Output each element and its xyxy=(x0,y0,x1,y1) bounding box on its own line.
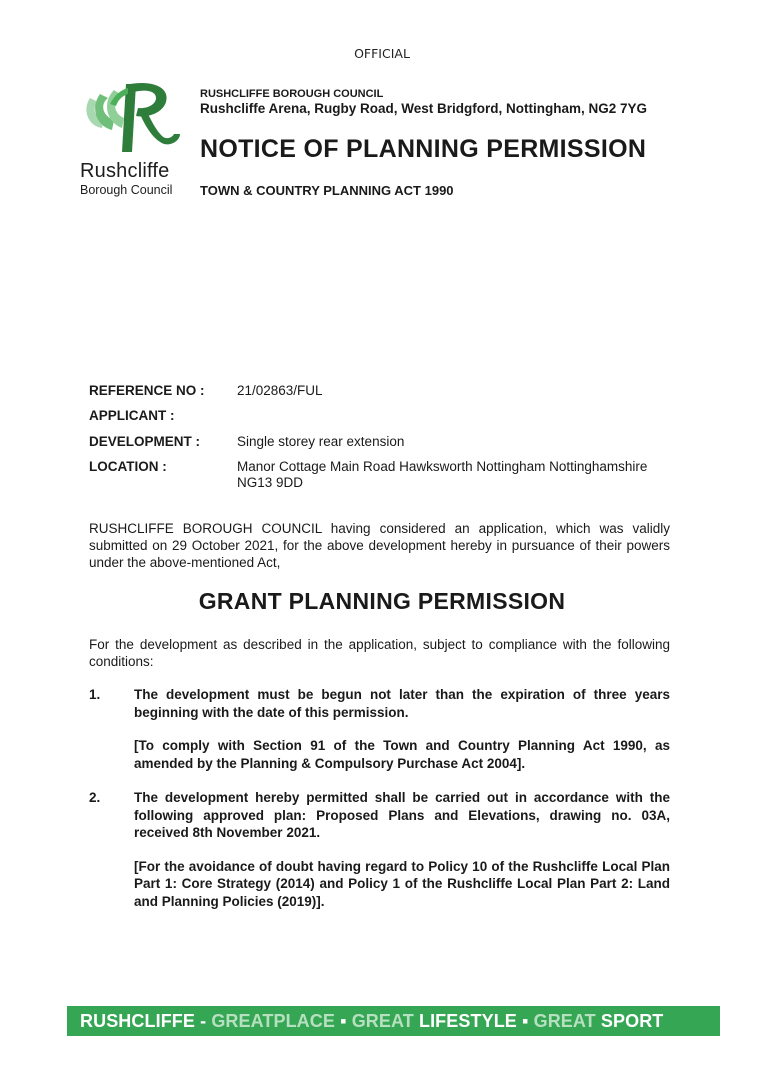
classification-label: OFFICIAL xyxy=(354,46,410,61)
footer-sport: SPORT xyxy=(600,1010,664,1031)
condition-number: 2. xyxy=(89,790,101,805)
condition-text: The development hereby permitted shall be carried out in accordance with the following approved plan: Proposed Plans and Elevations, drawing no. 03A, received 8th November 2021. xyxy=(134,790,670,840)
application-details xyxy=(89,383,699,491)
location-label: LOCATION : xyxy=(89,459,167,474)
condition-text: The development must be begun not later than the expiration of three years beginning with the date of this permission. xyxy=(134,687,670,720)
reference-value: 21/02863/FUL xyxy=(237,383,323,398)
location-row xyxy=(89,459,699,491)
notice-title: NOTICE OF PLANNING PERMISSION xyxy=(200,135,647,163)
condition-1 xyxy=(89,686,670,772)
location-value xyxy=(237,459,699,491)
applicant-row xyxy=(89,408,699,434)
decision-heading: GRANT PLANNING PERMISSION xyxy=(198,588,566,614)
logo-wordmark: Rushcliffe xyxy=(80,160,170,182)
rushcliffe-logo-icon xyxy=(80,78,184,160)
condition-2 xyxy=(89,789,670,910)
planning-act: TOWN & COUNTRY PLANNING ACT 1990 xyxy=(200,183,454,198)
development-label: DEVELOPMENT : xyxy=(89,434,201,449)
council-logo xyxy=(78,78,186,202)
footer-slogan xyxy=(67,1011,663,1032)
council-address: Rushcliffe Arena, Rugby Road, West Bridgford, Nottingham, NG2 7YG xyxy=(200,101,648,116)
condition-body xyxy=(134,789,670,910)
condition-reason: [To comply with Section 91 of the Town and Country Planning Act 1990, as amended by the Planning & Compulsory Purchase Act 2004]. xyxy=(134,738,670,771)
applicant-label: APPLICANT : xyxy=(89,408,175,423)
council-name: RUSHCLIFFE BOROUGH COUNCIL xyxy=(200,88,384,100)
footer-lifestyle: LIFESTYLE xyxy=(418,1010,517,1031)
conditions-intro: For the development as described in the application, subject to compliance with the following conditions: xyxy=(89,637,670,669)
footer-place: PLACE xyxy=(273,1010,335,1031)
footer-great: GREAT xyxy=(351,1010,414,1031)
logo-subtitle: Borough Council xyxy=(80,183,173,197)
location-line-2: NG13 9DD xyxy=(237,475,304,490)
intro-paragraph: RUSHCLIFFE BOROUGH COUNCIL having considered an application, which was validly submitted on 29 October 2021, for the above development hereby in pursuance of their powers under the above-mentioned Act, xyxy=(89,521,670,570)
footer-banner xyxy=(67,1006,720,1036)
reference-row xyxy=(89,383,699,408)
condition-number: 1. xyxy=(89,687,101,702)
footer-great: GREAT xyxy=(533,1010,596,1031)
condition-body xyxy=(134,686,670,772)
development-row xyxy=(89,434,699,459)
footer-separator: ▪ xyxy=(522,1010,529,1031)
footer-separator: ▪ xyxy=(340,1010,347,1031)
reference-label: REFERENCE NO : xyxy=(89,383,205,398)
location-line-1: Manor Cottage Main Road Hawksworth Nottingham Nottinghamshire xyxy=(237,459,648,474)
condition-reason: [For the avoidance of doubt having regard to Policy 10 of the Rushcliffe Local Plan Part 1: Core Strategy (2014) and Policy 1 of the Rushcliffe Local Plan Part 2: Land and Planning Policies (2019)]. xyxy=(134,858,670,909)
development-value: Single storey rear extension xyxy=(237,434,405,449)
footer-brand: RUSHCLIFFE - xyxy=(80,1010,207,1031)
footer-great: GREAT xyxy=(211,1010,274,1031)
